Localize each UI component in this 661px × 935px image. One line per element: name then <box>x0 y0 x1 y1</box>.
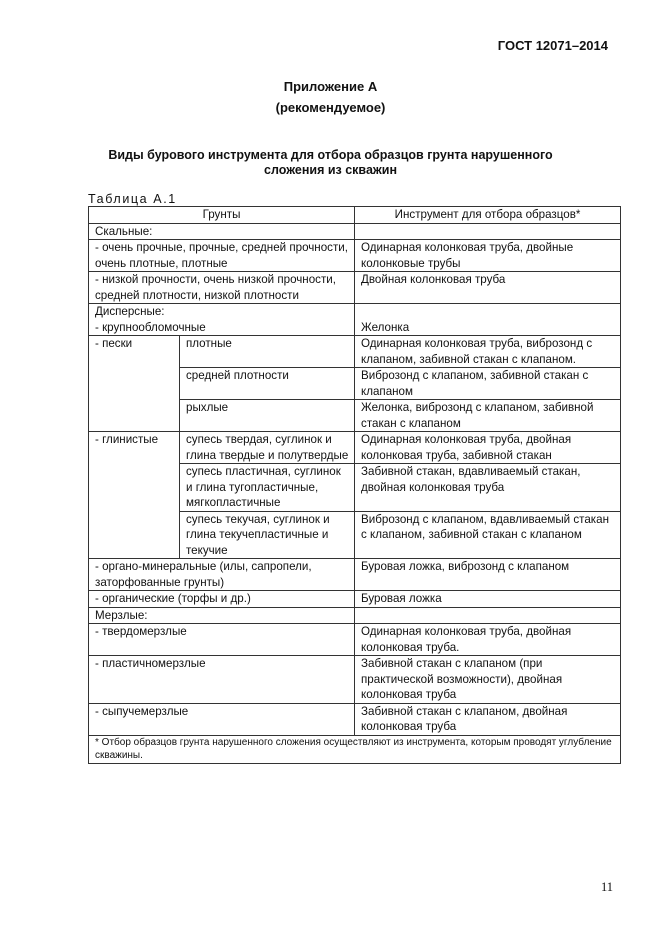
table-row <box>89 304 621 320</box>
row-tool: Буровая ложка <box>355 591 621 608</box>
row-tool <box>355 223 621 240</box>
section-heading <box>0 148 661 178</box>
row-tool: Буровая ложка, виброзонд с клапаном <box>355 559 621 591</box>
row-tool: Двойная колонковая труба <box>355 272 621 304</box>
row-subtype: плотные <box>180 336 355 368</box>
table-row <box>89 432 621 464</box>
row-subtype: супесь пластичная, суглинок и глина тугопластичные, мягкопластичные <box>180 464 355 512</box>
row-tool: Одинарная колонковая труба, виброзонд с клапаном, забивной стакан с клапаном. <box>355 336 621 368</box>
page-number: 11 <box>600 880 613 894</box>
table-row <box>89 240 621 272</box>
row-tool: Одинарная колонковая труба, двойная колонковая труба. <box>355 624 621 656</box>
row-tool: Забивной стакан с клапаном, двойная колонковая труба <box>355 703 621 735</box>
appendix-status: (рекомендуемое) <box>275 100 386 115</box>
table-row <box>89 272 621 304</box>
row-label: - сыпучемерзлые <box>89 703 355 735</box>
heading-line-2: сложения из скважин <box>264 163 397 177</box>
row-group-label: - пески <box>89 336 180 432</box>
row-label: Мерзлые: <box>89 607 355 624</box>
table-row <box>89 607 621 624</box>
row-tool: Одинарная колонковая труба, двойные колонковые трубы <box>355 240 621 272</box>
row-tool: Одинарная колонковая труба, двойная колонковая труба, забивной стакан <box>355 432 621 464</box>
row-tool: Забивной стакан с клапаном (при практической возможности), двойная колонковая труба <box>355 656 621 704</box>
row-tool: Виброзонд с клапаном, вдавливаемый стакан с клапаном, забивной стакан с клапаном <box>355 511 621 559</box>
table-row <box>89 559 621 591</box>
table-row <box>89 336 621 368</box>
table-header-row <box>89 207 621 224</box>
table-row <box>89 320 621 336</box>
table-row <box>89 656 621 704</box>
row-label: - твердомерзлые <box>89 624 355 656</box>
row-tool: Желонка, виброзонд с клапаном, забивной стакан с клапаном <box>355 400 621 432</box>
table-caption: Таблица А.1 <box>88 192 177 206</box>
appendix-title: Приложение А <box>283 79 378 94</box>
row-label: - органические (торфы и др.) <box>89 591 355 608</box>
header-soils: Грунты <box>89 207 355 224</box>
row-label: - пластичномерзлые <box>89 656 355 704</box>
row-label: Дисперсные: <box>89 304 355 320</box>
drilling-tools-table <box>88 206 621 764</box>
table-footnote-row <box>89 735 621 763</box>
row-label: - органо-минеральные (илы, сапропели, заторфованные грунты) <box>89 559 355 591</box>
row-label: - очень прочные, прочные, средней прочности, очень плотные, плотные <box>89 240 355 272</box>
row-tool: Виброзонд с клапаном, забивной стакан с клапаном <box>355 368 621 400</box>
table-row <box>89 703 621 735</box>
row-label: - крупнообломочные <box>89 320 355 336</box>
header-tool: Инструмент для отбора образцов* <box>355 207 621 224</box>
row-tool: Желонка <box>355 320 621 336</box>
row-label: Скальные: <box>89 223 355 240</box>
row-subtype: средней плотности <box>180 368 355 400</box>
table-row <box>89 223 621 240</box>
heading-line-1: Виды бурового инструмента для отбора образцов грунта нарушенного <box>108 148 553 162</box>
table-footnote: * Отбор образцов грунта нарушенного сложения осуществляют из инструмента, которым проводят углубление скважины. <box>89 735 621 763</box>
document-code: ГОСТ 12071–2014 <box>497 38 608 53</box>
row-tool: Забивной стакан, вдавливаемый стакан, двойная колонковая труба <box>355 464 621 512</box>
row-label: - низкой прочности, очень низкой прочности, средней плотности, низкой плотности <box>89 272 355 304</box>
row-group-label: - глинистые <box>89 432 180 559</box>
row-subtype: рыхлые <box>180 400 355 432</box>
row-subtype: супесь твердая, суглинок и глина твердые и полутвердые <box>180 432 355 464</box>
table-row <box>89 591 621 608</box>
row-tool <box>355 304 621 320</box>
row-tool <box>355 607 621 624</box>
table-row <box>89 624 621 656</box>
row-subtype: супесь текучая, суглинок и глина текучепластичные и текучие <box>180 511 355 559</box>
